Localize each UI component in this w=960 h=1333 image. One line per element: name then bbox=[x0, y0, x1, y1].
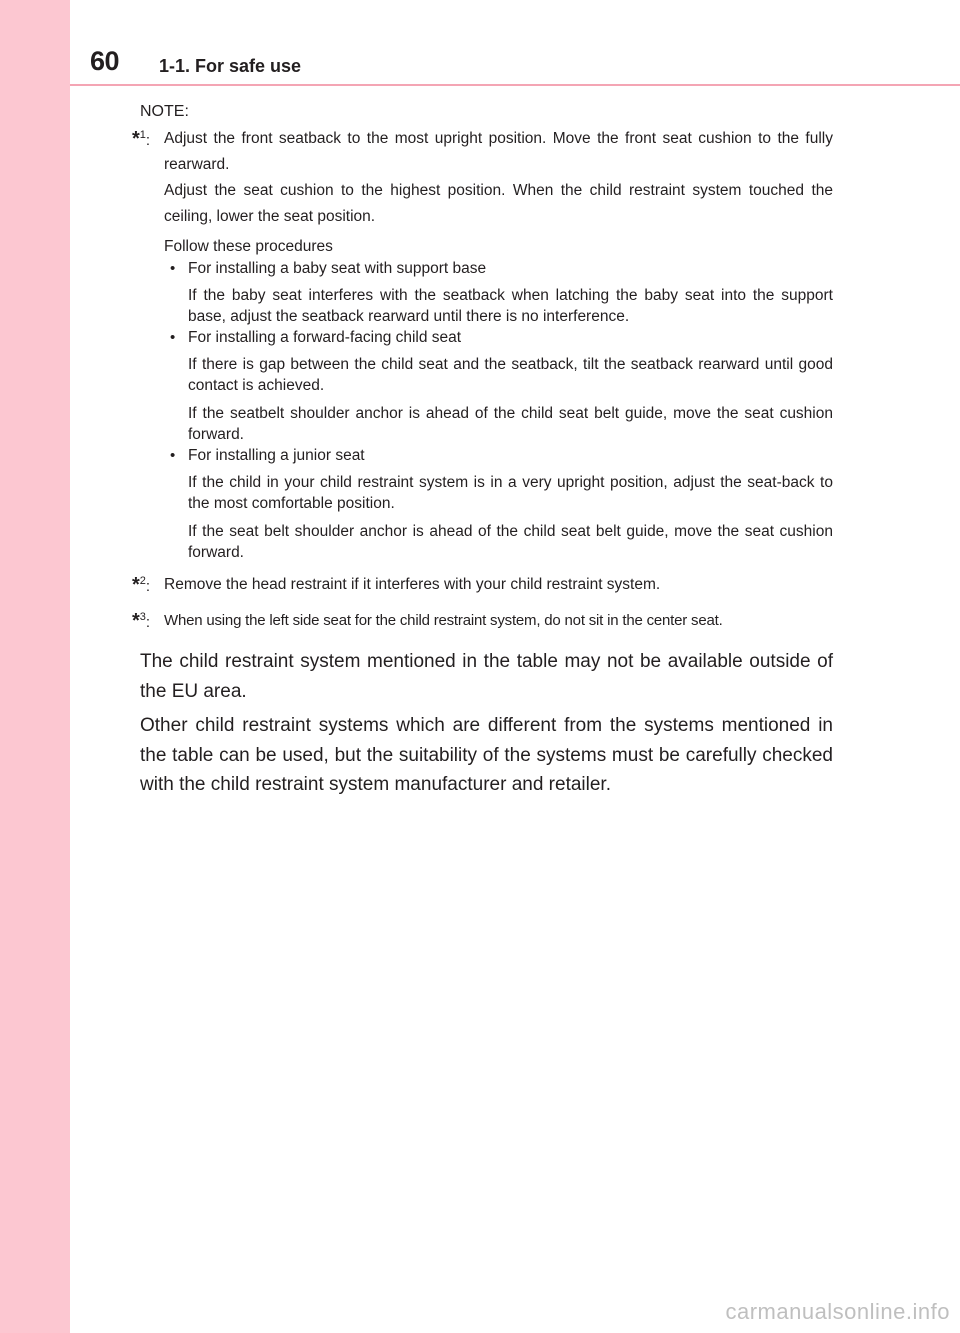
procedure-paragraph: If the seat belt shoulder anchor is ahead of the child seat belt guide, move the seat cushion forward. bbox=[188, 523, 833, 561]
procedure-body bbox=[164, 472, 833, 563]
procedure-paragraph: If there is gap between the child seat and the seatback, tilt the seatback rearward until good contact is achieved. bbox=[188, 356, 833, 394]
procedure-item-baby-seat bbox=[164, 258, 833, 280]
footnote-2-paragraph: Remove the head restraint if it interferes with your child restraint system. bbox=[164, 576, 661, 593]
page-content bbox=[132, 101, 833, 800]
side-band bbox=[0, 0, 70, 1333]
page-number: 60 bbox=[90, 46, 120, 76]
footnote-1-paragraph-2: Adjust the seat cushion to the highest position. When the child restraint system touched the ceiling, lower the seat position. bbox=[164, 182, 833, 225]
footnote-3-paragraph: When using the left side seat for the child restraint system, do not sit in the center seat. bbox=[164, 612, 723, 629]
bullet-icon: • bbox=[170, 329, 176, 346]
body-paragraph-2: Other child restraint systems which are different from the systems mentioned in the table can be used, but the suitability of the systems must be carefully checked with the child restraint system manufacturer and retailer. bbox=[140, 715, 833, 795]
procedure-paragraph: If the baby seat interferes with the seatback when latching the baby seat into the support base, adjust the seatback rearward until there is no interference. bbox=[188, 287, 833, 325]
watermark: carmanualsonline.info bbox=[725, 1299, 950, 1324]
section-title: 1-1. For safe use bbox=[159, 56, 302, 76]
procedures-intro: Follow these procedures bbox=[164, 238, 333, 255]
footnote-mark-1: *$^1$: bbox=[132, 128, 151, 151]
procedure-item-junior-seat bbox=[164, 445, 833, 467]
procedure-body bbox=[164, 354, 833, 445]
procedure-paragraph: If the seatbelt shoulder anchor is ahead of the child seat belt guide, move the seat cushion forward. bbox=[188, 405, 833, 443]
procedure-paragraph: If the child in your child restraint system is in a very upright position, adjust the seat-back to the most comfortable position. bbox=[188, 474, 833, 512]
footnote-mark-2: *$^2$: bbox=[132, 574, 151, 597]
footnote-1 bbox=[132, 126, 833, 563]
procedure-item-forward-facing bbox=[164, 327, 833, 349]
body-paragraph-1: The child restraint system mentioned in the table may not be available outside of the EU area. bbox=[140, 651, 833, 702]
procedure-list bbox=[164, 258, 833, 563]
procedure-title: For installing a baby seat with support base bbox=[188, 260, 487, 277]
footnote-3 bbox=[132, 608, 833, 634]
footnote-mark-3: *$^3$: bbox=[132, 610, 151, 633]
procedure-body bbox=[164, 285, 833, 327]
bullet-icon: • bbox=[170, 260, 176, 277]
header-rule bbox=[70, 84, 960, 86]
procedure-title: For installing a junior seat bbox=[188, 447, 365, 464]
bullet-icon: • bbox=[170, 447, 176, 464]
note-label: NOTE: bbox=[140, 103, 189, 120]
footnote-1-paragraph-1: Adjust the front seatback to the most upright position. Move the front seat cushion to the fully rearward. bbox=[164, 130, 833, 173]
procedure-title: For installing a forward-facing child seat bbox=[188, 329, 462, 346]
footnote-2 bbox=[132, 572, 833, 598]
